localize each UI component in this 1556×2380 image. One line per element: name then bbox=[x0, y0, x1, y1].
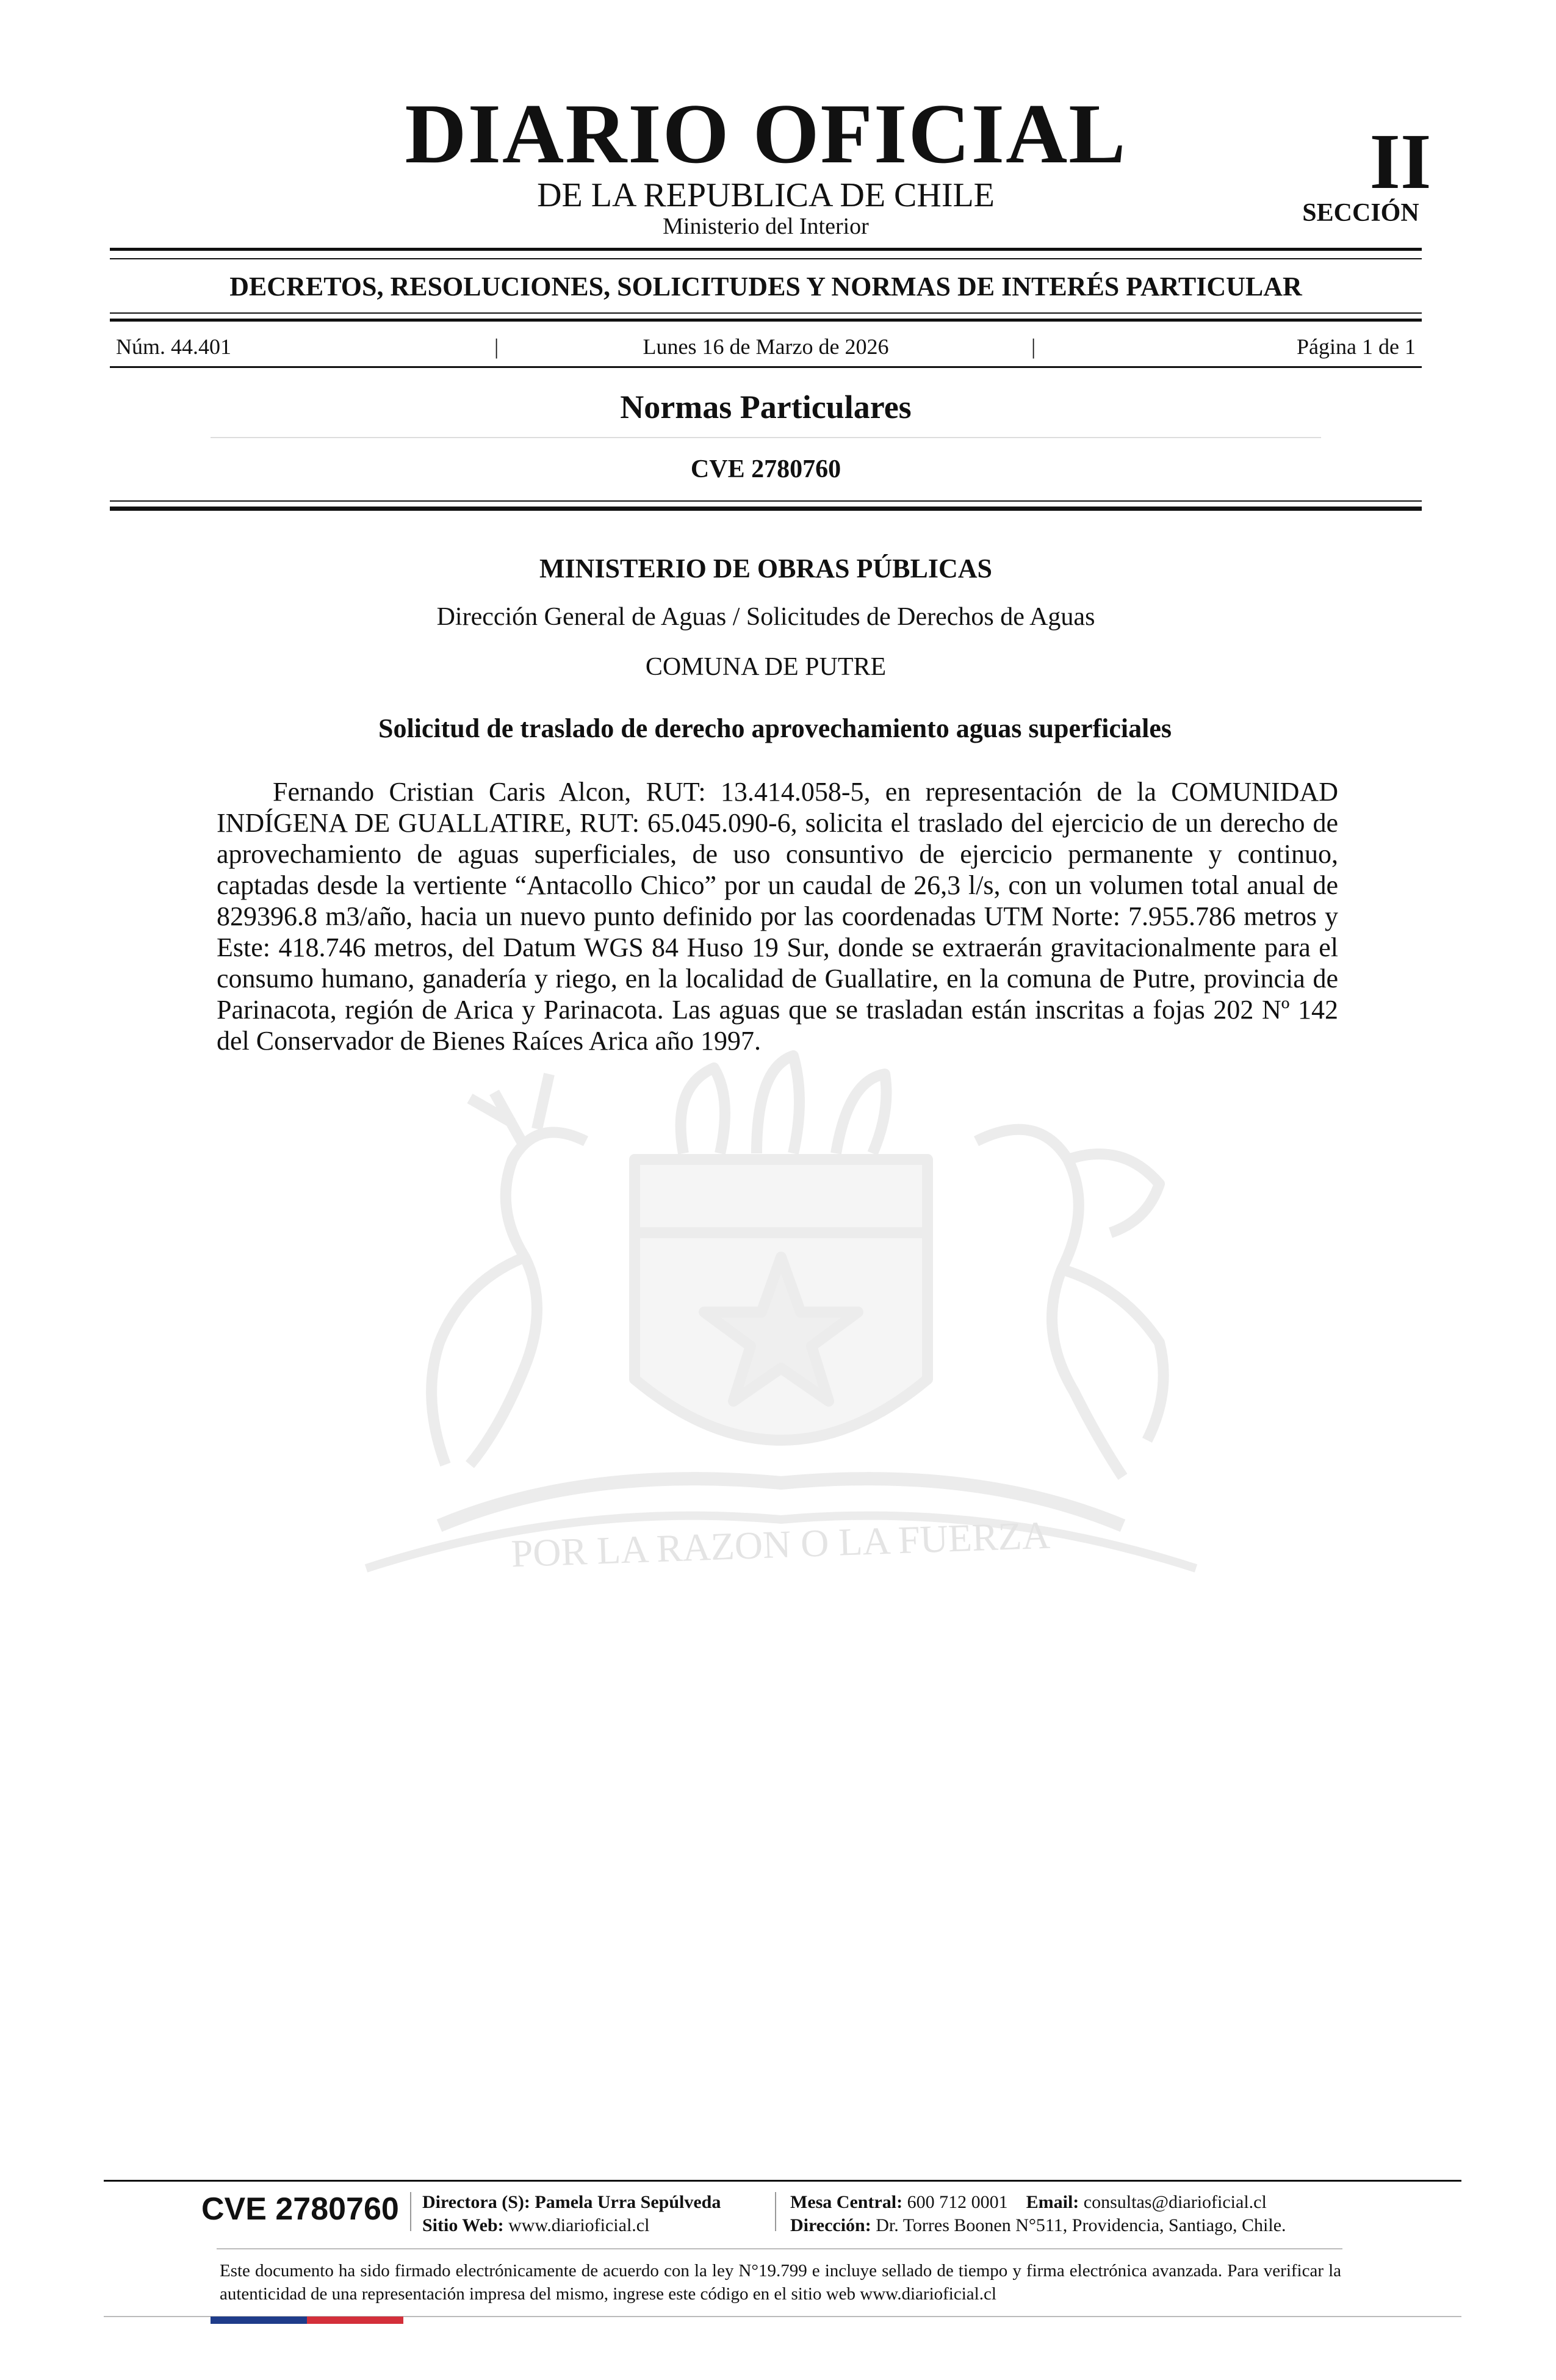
document-ministry: MINISTERIO DE OBRAS PÚBLICAS bbox=[539, 554, 993, 583]
document-direction: Dirección General de Aguas / Solicitudes de Derechos de Aguas bbox=[436, 603, 1095, 631]
section-label: SECCIÓN bbox=[1302, 199, 1419, 227]
category-title: DECRETOS, RESOLUCIONES, SOLICITUDES Y NORMAS DE INTERÉS PARTICULAR bbox=[229, 272, 1302, 301]
website-link[interactable]: www.diarioficial.cl bbox=[508, 2215, 650, 2235]
flag-stripe-blue bbox=[211, 2317, 307, 2324]
document-commune: COMUNA DE PUTRE bbox=[645, 653, 887, 681]
director-label: Directora (S): bbox=[422, 2192, 530, 2212]
watermark-motto: POR LA RAZON O LA FUERZA bbox=[510, 1513, 1051, 1576]
issue-rule bbox=[110, 366, 1422, 368]
footer-note: Este documento ha sido firmado electrónicamente de acuerdo con la ley N°19.799 e incluye sellado de tiempo y firma electrónica avanzada. Para verificar la autenticidad de una representación impresa del mismo, ingrese este código en el sitio web www.diarioficial.cl bbox=[220, 2261, 1341, 2304]
masthead-subtitle: DE LA REPUBLICA DE CHILE bbox=[537, 176, 995, 214]
footer-divider bbox=[410, 2192, 411, 2231]
issue-page: Página 1 de 1 bbox=[1297, 334, 1416, 359]
issue-info-row bbox=[110, 334, 1422, 359]
masthead-rule-thin bbox=[110, 258, 1422, 259]
address-value: Dr. Torres Boonen N°511, Providencia, Santiago, Chile. bbox=[876, 2215, 1286, 2235]
masthead-ministry: Ministerio del Interior bbox=[663, 214, 869, 239]
footer-divider bbox=[775, 2192, 776, 2231]
cve-header: CVE 2780760 bbox=[690, 455, 841, 483]
document-title: Solicitud de traslado de derecho aprovechamiento aguas superficiales bbox=[378, 713, 1172, 743]
section-header: Normas Particulares bbox=[620, 389, 912, 425]
issue-number: Núm. 44.401 bbox=[116, 334, 231, 359]
issue-separator: | bbox=[1031, 334, 1036, 359]
section-header-rule bbox=[211, 437, 1321, 438]
footer-contact-left bbox=[422, 2191, 721, 2237]
director-name: Pamela Urra Sepúlveda bbox=[535, 2192, 721, 2212]
phone-value: 600 712 0001 bbox=[907, 2192, 1008, 2212]
email-label: Email: bbox=[1026, 2192, 1079, 2212]
footer-rule bbox=[104, 2180, 1461, 2182]
cve-rule-thick bbox=[110, 507, 1422, 511]
category-rule-thick bbox=[110, 319, 1422, 322]
phone-label: Mesa Central: bbox=[790, 2192, 903, 2212]
website-label: Sitio Web: bbox=[422, 2215, 504, 2235]
masthead-title: DIARIO OFICIAL bbox=[405, 87, 1127, 181]
issue-date: Lunes 16 de Marzo de 2026 bbox=[643, 334, 889, 359]
flag-stripe-red bbox=[307, 2317, 403, 2324]
cve-rule-thin bbox=[110, 500, 1422, 502]
footer-cve: CVE 2780760 bbox=[201, 2191, 399, 2227]
footer-rule bbox=[217, 2248, 1342, 2249]
email-link[interactable]: consultas@diarioficial.cl bbox=[1083, 2192, 1267, 2212]
masthead-rule-thick bbox=[110, 248, 1422, 251]
address-label: Dirección: bbox=[790, 2215, 871, 2235]
section-number: II bbox=[1369, 118, 1432, 206]
category-rule-thin bbox=[110, 312, 1422, 314]
issue-separator: | bbox=[494, 334, 499, 359]
coat-of-arms-icon bbox=[207, 1001, 1355, 1672]
document-body: Fernando Cristian Caris Alcon, RUT: 13.414.058-5, en representación de la COMUNIDAD INDÍGENA DE GUALLATIRE, RUT: 65.045.090-6, solicita el traslado del ejercicio de un derecho de aprovechamiento de aguas superficiales, de uso consuntivo de ejercicio permanente y continuo, captadas desde la vertiente “Antacollo Chico” por un caudal de 26,3 l/s, con un volumen total anual de 829396.8 m3/año, hacia un nuevo punto definido por las coordenadas UTM Norte: 7.955.786 metros y Este: 418.746 metros, del Datum WGS 84 Huso 19 Sur, donde se extraerán gravitacionalmente para el consumo humano, ganadería y riego, en la localidad de Guallatire, en la comuna de Putre, provincia de Parinacota, región de Arica y Parinacota. Las aguas que se trasladan están inscritas a fojas 202 Nº 142 del Conservador de Bienes Raíces Arica año 1997. bbox=[217, 777, 1338, 1056]
footer-contact-right bbox=[790, 2191, 1286, 2237]
